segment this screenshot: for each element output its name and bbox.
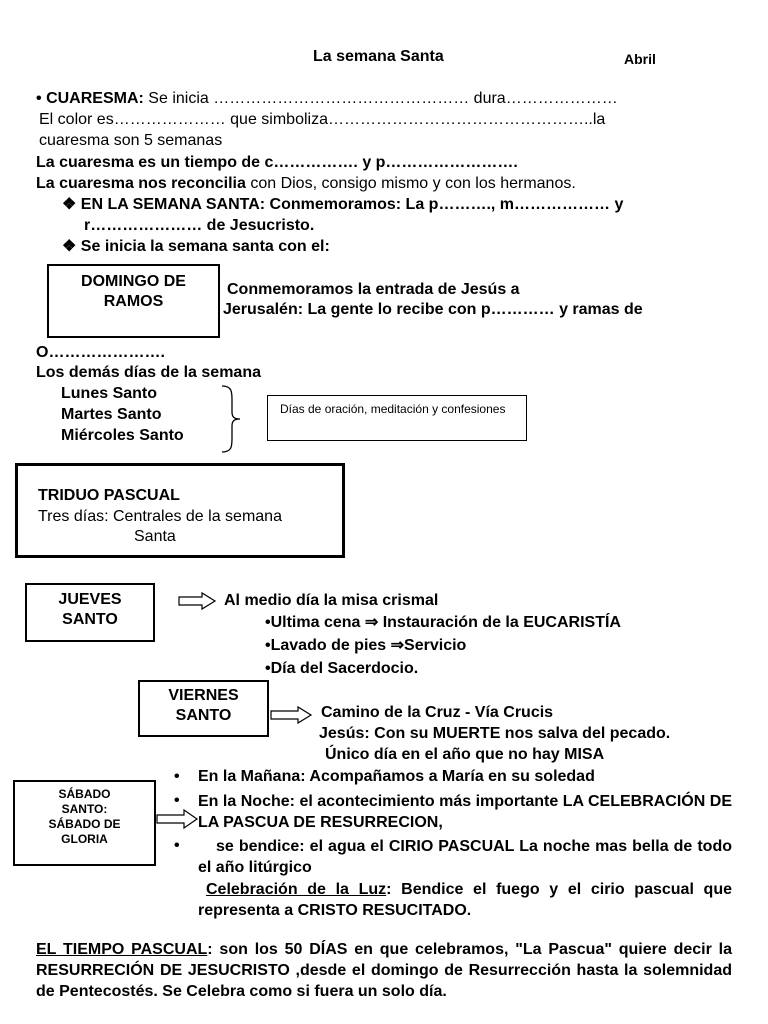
arrow-right-icon — [270, 706, 312, 724]
domingo-ramos-box — [47, 264, 220, 338]
triduo-line-2: Santa — [134, 528, 176, 545]
domingo-text-3: O…………………. — [36, 344, 165, 361]
cuaresma-line-5-bold: La cuaresma nos reconcilia — [36, 175, 246, 192]
page-title: La semana Santa — [313, 48, 444, 65]
semana-line-1b: r………………… de Jesucristo. — [84, 217, 315, 234]
cuaresma-line-1-text: Se inicia ………………………………………… dura………………… — [148, 90, 618, 107]
domingo-ramos-label: DOMINGO DE RAMOS — [81, 273, 186, 310]
diamond-bullet-icon: ❖ — [62, 196, 77, 213]
semana-line-1 — [62, 195, 623, 215]
jueves-santo-box — [25, 583, 155, 642]
semana-line-1-text: EN LA SEMANA SANTA: Conmemoramos: La p………., m……………… y — [80, 196, 624, 213]
domingo-text-2: Jerusalén: La gente lo recibe con p………… y ramas de — [223, 301, 643, 318]
jueves-item-3: •Día del Sacerdocio. — [265, 660, 419, 677]
demas-note: Días de oración, meditación y confesiones — [280, 402, 506, 416]
sabado-bullet-2: • — [174, 792, 180, 809]
tiempo-pascual-label: EL TIEMPO PASCUAL — [36, 941, 208, 958]
sabado-bullet-3: • — [174, 837, 180, 854]
semana-line-2-text: Se inicia la semana santa con el: — [80, 238, 330, 255]
semana-line-2 — [62, 237, 330, 257]
tiempo-pascual-text: : son los 50 DÍAS en que celebramos, "La Pascua" quiere decir la RESURRECIÓN DE JESUCRISTO ,desde el domingo de Resurrección hasta la solemnidad de Pentecostés. Se Celebra como si fuera un solo día. — [36, 941, 732, 1000]
sabado-bullet-1: • — [174, 768, 180, 785]
day-lunes: Lunes Santo — [61, 385, 158, 402]
demas-note-box — [267, 395, 527, 441]
triduo-title: TRIDUO PASCUAL — [38, 487, 180, 504]
viernes-santo-box — [138, 680, 269, 737]
bullet: • — [36, 90, 42, 107]
jueves-item-2: •Lavado de pies ⇒Servicio — [265, 637, 467, 654]
jueves-line-1: Al medio día la misa crismal — [224, 592, 439, 609]
demas-intro: Los demás días de la semana — [36, 364, 261, 381]
sabado-item-3: se bendice: el agua el CIRIO PASCUAL La noche mas bella de todo el año litúrgico — [198, 838, 732, 876]
day-martes: Martes Santo — [61, 406, 162, 423]
jueves-item-1: •Ultima cena ⇒ Instauración de la EUCARISTÍA — [265, 614, 621, 631]
diamond-bullet-icon: ❖ — [62, 238, 77, 255]
sabado-santo-label: SÁBADO SANTO: SÁBADO DE GLORIA — [48, 787, 121, 846]
cuaresma-line-1 — [36, 89, 618, 109]
curly-brace-icon — [220, 384, 244, 454]
viernes-line-2: Jesús: Con su MUERTE nos salva del pecado. — [319, 725, 671, 742]
arrow-right-icon — [178, 592, 216, 610]
cuaresma-line-5 — [36, 174, 576, 194]
cuaresma-label: CUARESMA: — [46, 90, 144, 107]
arrow-right-icon — [156, 809, 198, 829]
triduo-line-1: Tres días: Centrales de la semana — [38, 508, 282, 525]
viernes-line-1: Camino de la Cruz - Vía Crucis — [321, 704, 554, 721]
cuaresma-line-5-text: con Dios, consigo mismo y con los hermanos. — [250, 175, 576, 192]
sabado-item-2: En la Noche: el acontecimiento más importante LA CELEBRACIÓN DE LA PASCUA DE RESURRECION, — [198, 793, 732, 831]
celebracion-luz-text: : Bendice el fuego y el cirio pascual que representa a CRISTO RESUCITADO. — [198, 881, 733, 919]
domingo-text-1: Conmemoramos la entrada de Jesús a — [227, 281, 520, 298]
month-label: Abril — [624, 51, 656, 67]
sabado-item-1: En la Mañana: Acompañamos a María en su soledad — [198, 768, 595, 785]
viernes-santo-label: VIERNES SANTO — [168, 687, 239, 724]
day-miercoles: Miércoles Santo — [61, 427, 184, 444]
jueves-santo-label: JUEVES SANTO — [58, 591, 122, 628]
tiempo-pascual — [36, 939, 732, 1002]
cuaresma-line-3: cuaresma son 5 semanas — [39, 132, 223, 149]
cuaresma-line-4: La cuaresma es un tiempo de c……………. y p……………………. — [36, 154, 518, 171]
sabado-santo-box — [13, 780, 156, 866]
celebracion-luz-label: Celebración de la Luz — [206, 881, 387, 898]
celebracion-luz — [198, 879, 732, 921]
cuaresma-line-2: El color es………………… que simboliza…………………………………………..la — [39, 111, 606, 128]
viernes-line-3: Único día en el año que no hay MISA — [325, 746, 605, 763]
triduo-box — [15, 463, 345, 558]
